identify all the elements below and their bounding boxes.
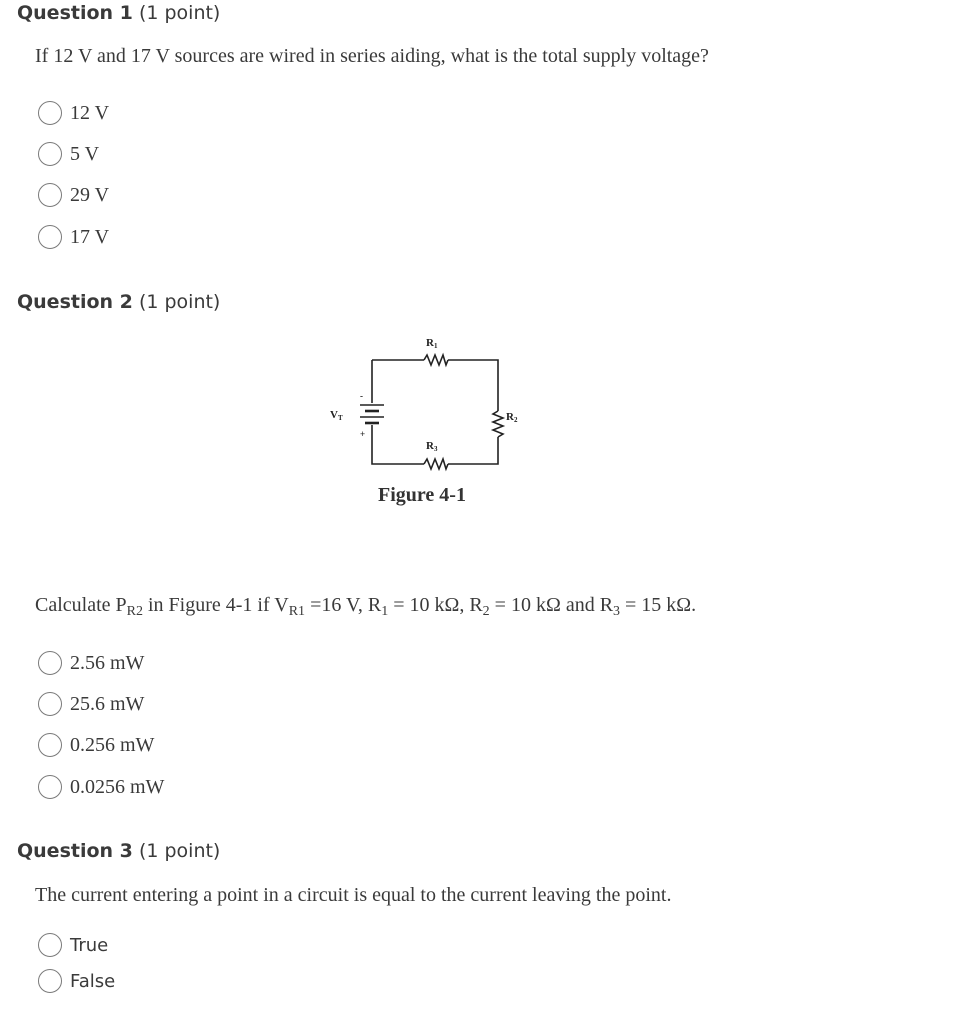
q1-option-29v[interactable]: [38, 183, 109, 207]
radio-button[interactable]: [38, 142, 62, 166]
option-label: 29 V: [70, 183, 110, 206]
radio-button[interactable]: [38, 969, 62, 993]
radio-button[interactable]: [38, 101, 62, 125]
q1-option-5v[interactable]: [38, 142, 99, 166]
question-3-points: (1 point): [138, 840, 221, 862]
radio-button[interactable]: [38, 692, 62, 716]
q2-option-25-6mw[interactable]: [38, 692, 144, 716]
q1-option-17v[interactable]: [38, 225, 109, 249]
question-2-number: Question 2: [17, 291, 133, 313]
radio-button[interactable]: [38, 225, 62, 249]
question-2-points: (1 point): [138, 291, 221, 313]
radio-button[interactable]: [38, 651, 62, 675]
option-label: 0.0256 mW: [70, 775, 165, 798]
question-3-number: Question 3: [17, 840, 133, 862]
q3-option-true[interactable]: [38, 933, 108, 957]
option-label: False: [70, 970, 116, 992]
vt-label: VT: [330, 409, 343, 422]
option-label: 17 V: [70, 225, 110, 248]
option-label: True: [70, 934, 109, 956]
option-label: 0.256 mW: [70, 733, 155, 756]
question-1-text: If 12 V and 17 V sources are wired in series aiding, what is the total supply voltage?: [35, 45, 709, 67]
question-1-number: Question 1: [17, 2, 133, 24]
question-1-points: (1 point): [138, 2, 221, 24]
radio-button[interactable]: [38, 733, 62, 757]
r3-label: R3: [426, 440, 438, 453]
radio-button[interactable]: [38, 775, 62, 799]
question-3-text: The current entering a point in a circuit is equal to the current leaving the point.: [35, 884, 672, 906]
q2-option-0-0256mw[interactable]: [38, 775, 164, 799]
battery-plus-label: +: [360, 429, 366, 439]
option-label: 25.6 mW: [70, 692, 145, 715]
radio-button[interactable]: [38, 933, 62, 957]
battery-minus-label: -: [360, 391, 363, 401]
q3-option-false[interactable]: [38, 969, 115, 993]
r2-label: R2: [506, 411, 518, 424]
option-label: 12 V: [70, 101, 110, 124]
question-2-text: Calculate $P_{R2}$ in Figure 4-1 if $V_{R1} =16$ V, $R_1 = 10$ kΩ, $R_2 = 10$ kΩ and $R_3 = 15$ kΩ.: [35, 594, 697, 619]
question-2-heading: [17, 291, 220, 313]
question-1-heading: [17, 2, 220, 24]
radio-button[interactable]: [38, 183, 62, 207]
r1-label: R1: [426, 337, 438, 350]
question-3-heading: [17, 840, 220, 862]
figure-caption: Figure 4-1: [378, 484, 466, 506]
q2-option-2-56mw[interactable]: [38, 651, 144, 675]
option-label: 2.56 mW: [70, 651, 145, 674]
q1-option-12v[interactable]: [38, 101, 109, 125]
option-label: 5 V: [70, 142, 100, 165]
q2-option-0-256mw[interactable]: [38, 733, 154, 757]
